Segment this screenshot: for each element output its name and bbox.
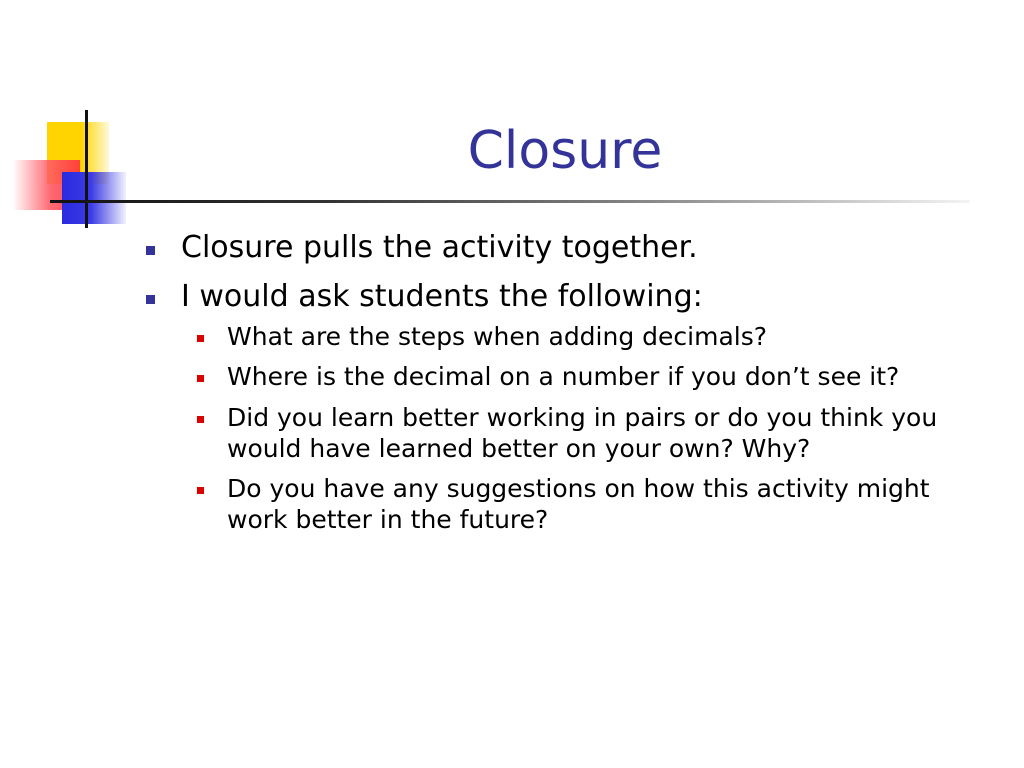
sub-bullet-text: What are the steps when adding decimals? — [227, 322, 768, 352]
sub-bullet-text: Did you learn better working in pairs or do you think you would have learned better on your own? Why? — [227, 402, 938, 463]
title-underline-rule — [50, 200, 970, 203]
sub-bullet-item — [189, 321, 987, 352]
bullet-item — [143, 279, 1003, 536]
bullet-text: Closure pulls the activity together. — [181, 230, 698, 265]
vertical-rule — [85, 110, 88, 228]
bullet-item — [143, 230, 1003, 267]
bullet-list — [143, 230, 1003, 536]
sub-bullet-text: Do you have any suggestions on how this activity might work better in the future? — [227, 474, 930, 535]
sub-bullet-item — [189, 473, 987, 536]
sub-bullet-list — [189, 321, 1003, 536]
slide-title: Closure — [467, 121, 663, 181]
sub-bullet-item — [189, 402, 987, 465]
square-bullet-icon — [197, 416, 204, 423]
bullet-text: I would ask students the following: — [181, 278, 703, 314]
sub-bullet-item — [189, 361, 987, 392]
blue-square-decoration — [62, 172, 126, 224]
square-bullet-icon — [146, 246, 155, 255]
sub-bullet-text: Where is the decimal on a number if you don’t see it? — [227, 362, 900, 392]
square-bullet-icon — [197, 487, 204, 494]
slide-body — [143, 230, 1003, 548]
square-bullet-icon — [146, 295, 155, 304]
square-bullet-icon — [197, 375, 204, 382]
square-bullet-icon — [197, 335, 204, 342]
